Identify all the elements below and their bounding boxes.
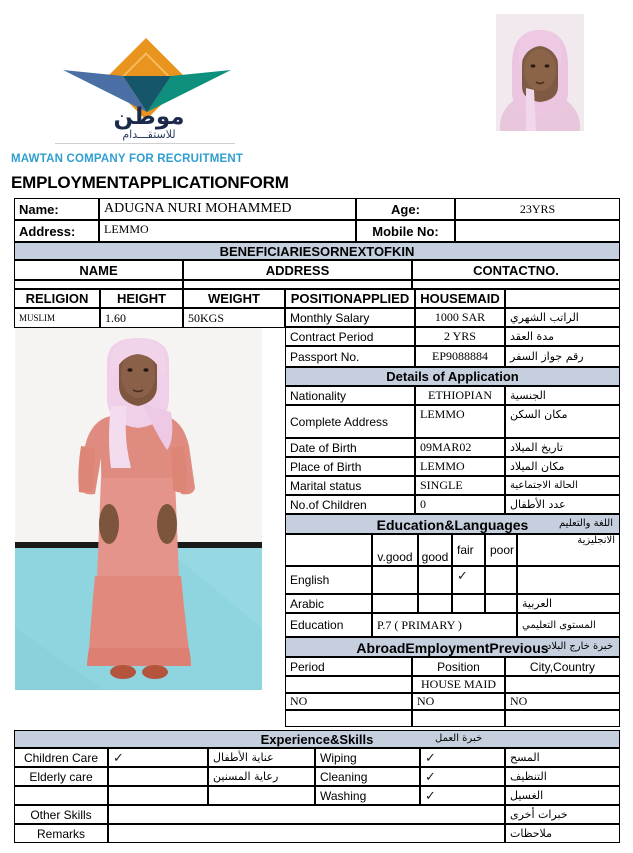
date-of-birth-label: Date of Birth — [285, 438, 415, 457]
nationality-label: Nationality — [285, 386, 415, 405]
age-label: Age: — [356, 198, 455, 220]
skill-elderly-care-arabic: رعاية المسنين — [208, 767, 315, 786]
rating-header-poor: poor — [485, 534, 517, 566]
complete-address-arabic: مكان السكن — [505, 405, 620, 438]
abroad-row1-city-country[interactable] — [505, 676, 620, 693]
page-title: EMPLOYMENTAPPLICATIONFORM — [11, 173, 289, 192]
monthly-salary-label: Monthly Salary — [285, 308, 415, 327]
logo-arabic-main: موطن — [113, 104, 185, 130]
arabic-poor-cell[interactable] — [485, 594, 517, 613]
abroad-row3-period[interactable] — [285, 710, 412, 727]
abroad-row3-city-country[interactable] — [505, 710, 620, 727]
skill-cleaning-arabic: التنظيف — [505, 767, 620, 786]
beneficiaries-header-contact: CONTACTNO. — [412, 260, 620, 280]
height-value[interactable]: 1.60 — [100, 308, 183, 328]
nationality-arabic: الجنسية — [505, 386, 620, 405]
religion-header: RELIGION — [14, 289, 100, 308]
abroad-header-position: Position — [412, 657, 505, 676]
skill-blank-arabic — [208, 786, 315, 805]
education-level-arabic: المستوى التعليمي — [517, 613, 620, 637]
arabic-fair-cell[interactable] — [452, 594, 485, 613]
mobile-value[interactable] — [455, 220, 620, 242]
language-arabic-label: Arabic — [285, 594, 372, 613]
education-section-title-en: Education&Languages — [376, 517, 529, 533]
complete-address-label: Complete Address — [285, 405, 415, 438]
language-english-label: English — [285, 566, 372, 594]
passport-no-arabic: رقم جواز السفر — [505, 346, 620, 367]
abroad-section-title-en: AbroadEmploymentPrevious — [356, 640, 549, 656]
abroad-header-period: Period — [285, 657, 412, 676]
complete-address-value[interactable]: LEMMO — [415, 405, 505, 438]
skills-section-title-ar: خبرة العمل — [435, 733, 483, 744]
abroad-row2-city-country[interactable]: NO — [505, 693, 620, 710]
position-applied-label: POSITIONAPPLIED — [285, 289, 415, 308]
skill-children-care-checkmark[interactable]: ✓ — [108, 748, 208, 767]
company-name-heading: MAWTAN COMPANY FOR RECRUITMENT — [11, 153, 244, 165]
applicant-full-photo — [15, 328, 262, 690]
education-section-band — [285, 514, 620, 534]
abroad-row1-position[interactable]: HOUSE MAID — [412, 676, 505, 693]
skill-cleaning-checkmark[interactable]: ✓ — [420, 767, 505, 786]
contract-period-label: Contract Period — [285, 327, 415, 346]
skill-children-care-arabic: عناية الأطفال — [208, 748, 315, 767]
place-of-birth-arabic: مكان الميلاد — [505, 457, 620, 476]
no-of-children-label: No.of Children — [285, 495, 415, 514]
education-corner-arabic: الانجليزية — [517, 534, 620, 566]
abroad-row2-period[interactable]: NO — [285, 693, 412, 710]
english-poor-cell[interactable] — [485, 566, 517, 594]
english-fair-checkmark[interactable]: ✓ — [452, 566, 485, 594]
abroad-section-title-ar: خبرة خارج البلاد — [546, 641, 613, 652]
skill-children-care-label: Children Care — [14, 748, 108, 767]
no-of-children-arabic: عدد الأطفال — [505, 495, 620, 514]
other-skills-value[interactable] — [108, 805, 505, 824]
date-of-birth-arabic: تاريخ الميلاد — [505, 438, 620, 457]
position-applied-value[interactable]: HOUSEMAID — [415, 289, 505, 308]
english-arabic — [517, 566, 620, 594]
skill-blank-label — [14, 786, 108, 805]
arabic-vgood-cell[interactable] — [372, 594, 418, 613]
mobile-label: Mobile No: — [356, 220, 455, 242]
position-applied-arabic — [505, 289, 620, 308]
abroad-header-city-country: City,Country — [505, 657, 620, 676]
name-value[interactable]: ADUGNA NURI MOHAMMED — [99, 198, 356, 220]
religion-value[interactable]: MUSLIM — [14, 308, 100, 328]
abroad-row1-period[interactable] — [285, 676, 412, 693]
date-of-birth-value[interactable]: 09MAR02 — [415, 438, 505, 457]
abroad-row3-position[interactable] — [412, 710, 505, 727]
skill-wiping-checkmark[interactable]: ✓ — [420, 748, 505, 767]
beneficiaries-row-address[interactable] — [183, 280, 412, 289]
rating-header-fair: fair — [452, 534, 485, 566]
contract-period-value[interactable]: 2 YRS — [415, 327, 505, 346]
weight-value[interactable]: 50KGS — [183, 308, 285, 328]
abroad-section-band — [285, 637, 620, 657]
arabic-language-arabic: العربية — [517, 594, 620, 613]
passport-no-label: Passport No. — [285, 346, 415, 367]
logo-arabic-sub: للاستقـــدام — [122, 128, 176, 141]
contract-period-arabic: مدة العقد — [505, 327, 620, 346]
skill-washing-label: Washing — [315, 786, 420, 805]
rating-header-good: good — [418, 534, 452, 566]
skill-wiping-arabic: المسح — [505, 748, 620, 767]
address-label: Address: — [14, 220, 99, 242]
beneficiaries-row-contact[interactable] — [412, 280, 620, 289]
arabic-good-cell[interactable] — [418, 594, 452, 613]
height-header: HEIGHT — [100, 289, 183, 308]
marital-status-arabic: الحالة الاجتماعية — [505, 476, 620, 495]
english-good-cell[interactable] — [418, 566, 452, 594]
skill-cleaning-label: Cleaning — [315, 767, 420, 786]
remarks-label: Remarks — [14, 824, 108, 843]
education-rating-corner — [285, 534, 372, 566]
company-logo — [55, 28, 240, 141]
other-skills-arabic: خبرات أخرى — [505, 805, 620, 824]
skill-elderly-care-label: Elderly care — [14, 767, 108, 786]
other-skills-label: Other Skills — [14, 805, 108, 824]
beneficiaries-header-name: NAME — [14, 260, 183, 280]
weight-header: WEIGHT — [183, 289, 285, 308]
skills-section-title-en: Experience&Skills — [260, 732, 374, 747]
place-of-birth-label: Place of Birth — [285, 457, 415, 476]
skill-washing-checkmark[interactable]: ✓ — [420, 786, 505, 805]
address-value[interactable]: LEMMO — [99, 220, 356, 242]
marital-status-label: Marital status — [285, 476, 415, 495]
rating-header-vgood: v.good — [372, 534, 418, 566]
logo-divider — [55, 143, 235, 144]
no-of-children-value[interactable]: 0 — [415, 495, 505, 514]
nationality-value[interactable]: ETHIOPIAN — [415, 386, 505, 405]
skill-elderly-care-checkmark[interactable] — [108, 767, 208, 786]
monthly-salary-arabic: الراتب الشهري — [505, 308, 620, 327]
beneficiaries-row-name[interactable] — [14, 280, 183, 289]
skill-blank-checkmark[interactable] — [108, 786, 208, 805]
applicant-passport-photo — [496, 14, 584, 131]
beneficiaries-section-title: BENEFICIARIESORNEXTOFKIN — [14, 242, 620, 260]
remarks-value[interactable] — [108, 824, 505, 843]
name-label: Name: — [14, 198, 99, 220]
beneficiaries-header-address: ADDRESS — [183, 260, 412, 280]
education-level-value[interactable]: P.7 ( PRIMARY ) — [372, 613, 517, 637]
skills-section-band — [14, 730, 620, 748]
passport-no-value[interactable]: EP9088884 — [415, 346, 505, 367]
details-section-title: Details of Application — [285, 367, 620, 386]
education-section-title-ar: اللغة والتعليم — [559, 518, 613, 529]
skill-washing-arabic: الغسيل — [505, 786, 620, 805]
remarks-arabic: ملاحظات — [505, 824, 620, 843]
education-level-label: Education — [285, 613, 372, 637]
abroad-row2-position[interactable]: NO — [412, 693, 505, 710]
age-value[interactable]: 23YRS — [455, 198, 620, 220]
monthly-salary-value[interactable]: 1000 SAR — [415, 308, 505, 327]
skill-wiping-label: Wiping — [315, 748, 420, 767]
place-of-birth-value[interactable]: LEMMO — [415, 457, 505, 476]
english-vgood-cell[interactable] — [372, 566, 418, 594]
marital-status-value[interactable]: SINGLE — [415, 476, 505, 495]
